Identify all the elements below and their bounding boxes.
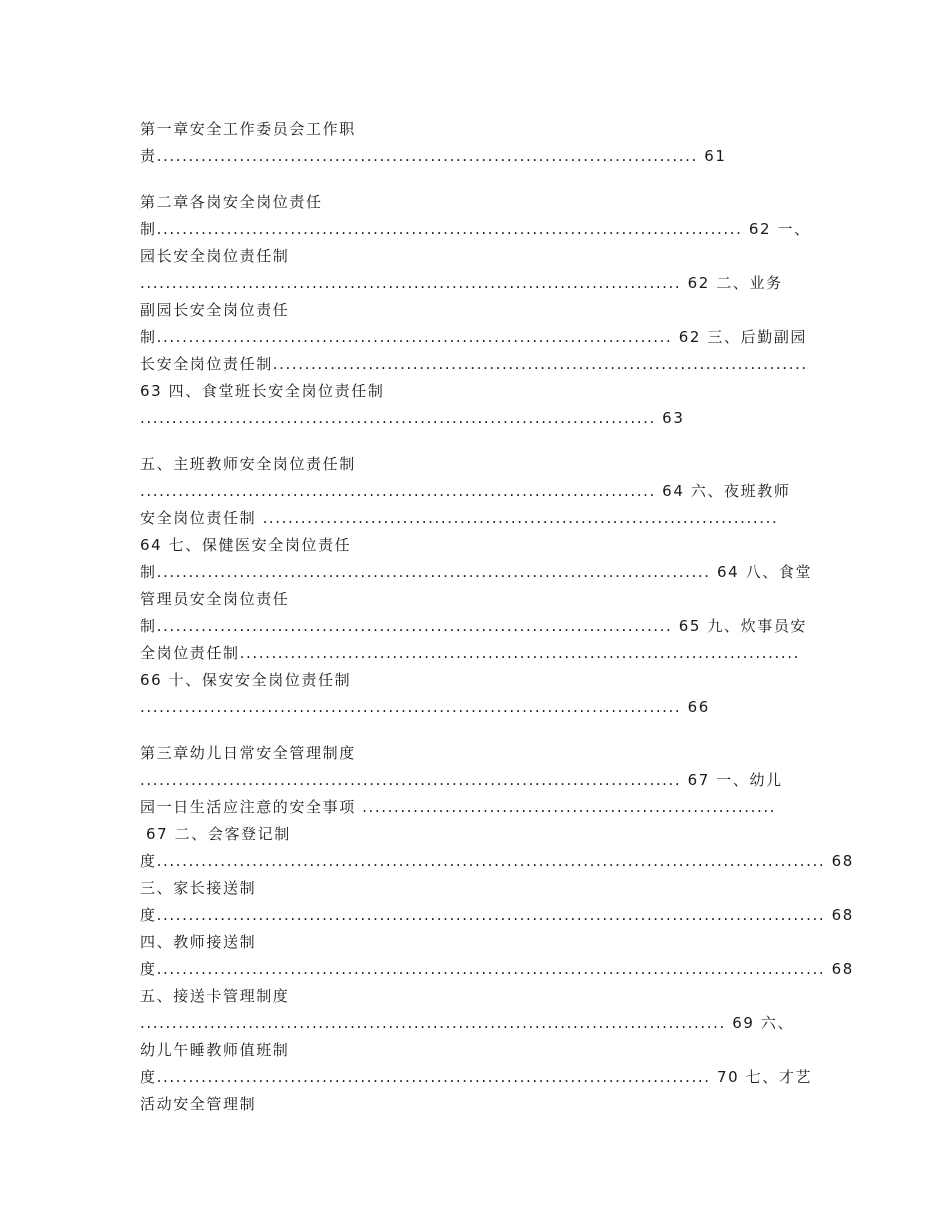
toc-line: 五、主班教师安全岗位责任制 bbox=[140, 455, 356, 473]
toc-line: 安全岗位责任制 ................................................................................. bbox=[140, 509, 779, 527]
toc-line: 第三章幼儿日常安全管理制度 bbox=[140, 744, 356, 762]
toc-line: ................................................................................. 63 bbox=[140, 409, 685, 427]
toc-line: 副园长安全岗位责任 bbox=[140, 301, 290, 319]
toc-line: 度......................................................................................................... 68 bbox=[140, 960, 854, 978]
toc-line: 全岗位责任制........................................................................................ bbox=[140, 644, 800, 662]
toc-line: ..................................................................................... 62 二、业务 bbox=[140, 274, 783, 292]
toc-line: 64 七、保健医安全岗位责任 bbox=[140, 536, 352, 554]
toc-line: 四、教师接送制 bbox=[140, 933, 257, 951]
toc-line: 五、接送卡管理制度 bbox=[140, 987, 290, 1005]
toc-line: 66 十、保安安全岗位责任制 bbox=[140, 671, 352, 689]
toc-line: ............................................................................................ 69 六、 bbox=[140, 1014, 795, 1032]
toc-line: 制................................................................................. 65 九、炊事员安 bbox=[140, 617, 808, 635]
toc-line: 度......................................................................................................... 68 bbox=[140, 906, 854, 924]
toc-line: ..................................................................................... 67 一、幼儿 bbox=[140, 771, 783, 789]
toc-line: 67 二、会客登记制 bbox=[146, 825, 291, 843]
toc-line: 活动安全管理制 bbox=[140, 1095, 257, 1113]
toc-line: 度....................................................................................... 70 七、才艺 bbox=[140, 1068, 813, 1086]
toc-line: 园一日生活应注意的安全事项 ................................................................. bbox=[140, 798, 777, 816]
table-of-contents bbox=[140, 116, 854, 1118]
toc-line: 第一章安全工作委员会工作职 bbox=[140, 120, 356, 138]
toc-line: 制....................................................................................... 64 八、食堂 bbox=[140, 563, 813, 581]
toc-line: 管理员安全岗位责任 bbox=[140, 590, 290, 608]
toc-line: 第二章各岗安全岗位责任 bbox=[140, 193, 323, 211]
toc-line: 制............................................................................................ 62 一、 bbox=[140, 220, 811, 238]
toc-line: 责..................................................................................... 61 bbox=[140, 147, 727, 165]
toc-line: 度......................................................................................................... 68 bbox=[140, 852, 854, 870]
toc-line: 制................................................................................. 62 三、后勤副园 bbox=[140, 328, 808, 346]
toc-line: 63 四、食堂班长安全岗位责任制 bbox=[140, 382, 385, 400]
toc-line: 园长安全岗位责任制 bbox=[140, 247, 290, 265]
toc-line: 幼儿午睡教师值班制 bbox=[140, 1041, 290, 1059]
toc-line: 三、家长接送制 bbox=[140, 879, 257, 897]
toc-line: ................................................................................. 64 六、夜班教师 bbox=[140, 482, 791, 500]
toc-line: ..................................................................................... 66 bbox=[140, 698, 710, 716]
toc-line: 长安全岗位责任制.................................................................................... bbox=[140, 355, 808, 373]
